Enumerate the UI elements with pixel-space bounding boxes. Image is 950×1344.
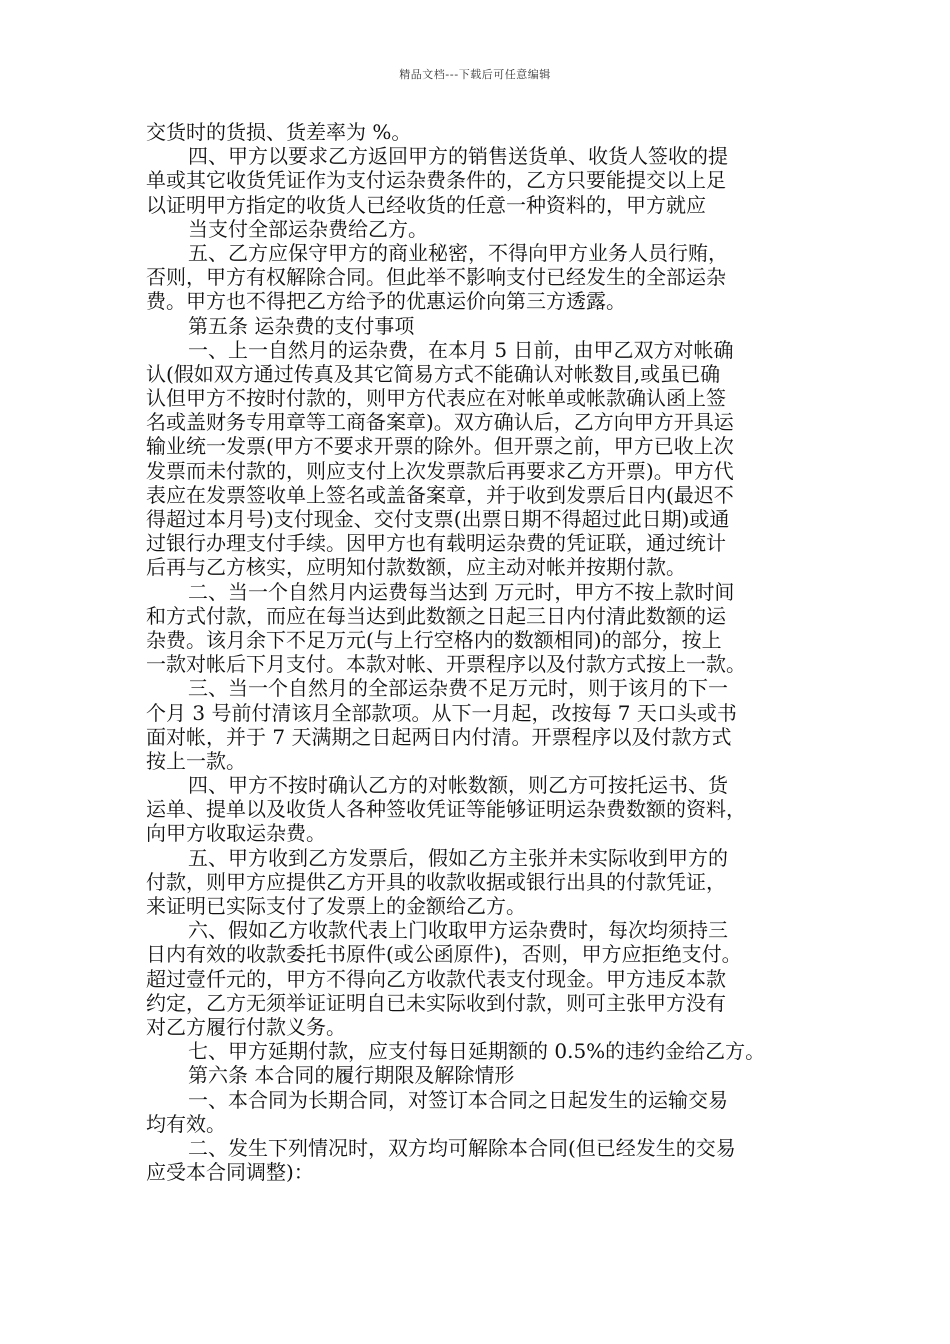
text-line: 付款，则甲方应提供乙方开具的收款收据或银行出具的付款凭证， (146, 869, 726, 894)
paragraph-start: 一、本合同为长期合同，对签订本合同之日起发生的运输交易 (188, 1087, 728, 1112)
text-line: 按上一款。 (146, 748, 246, 773)
paragraph-start: 二、当一个自然月内运费每当达到 万元时，甲方不按上款时间 (188, 579, 735, 604)
text-line: 一款对帐后下月支付。本款对帐、开票程序以及付款方式按上一款。 (146, 652, 746, 677)
text-line: 发票而未付款的，则应支付上次发票款后再要求乙方开票)。甲方代 (146, 458, 734, 483)
paragraph-start: 六、假如乙方收款代表上门收取甲方运杂费时，每次均须持三 (188, 918, 728, 943)
paragraph-start: 一、上一自然月的运杂费，在本月 5 日前，由甲乙双方对帐确 (188, 337, 734, 362)
paragraph-start: 五、乙方应保守甲方的商业秘密，不得向甲方业务人员行贿， (188, 240, 728, 265)
document-body (146, 120, 810, 1184)
text-line: 交货时的货损、货差率为 %。 (146, 120, 412, 144)
paragraph-start: 四、甲方不按时确认乙方的对帐数额，则乙方可按托运书、货 (188, 773, 728, 798)
text-line: 认(假如双方通过传真及其它简易方式不能确认对帐数目,或虽已确 (146, 361, 721, 386)
text-line: 均有效。 (146, 1111, 226, 1136)
text-line: 运单、提单以及收货人各种签收凭证等能够证明运杂费数额的资料， (146, 797, 746, 822)
text-line: 过银行办理支付手续。因甲方也有载明运杂费的凭证联，通过统计 (146, 531, 726, 556)
text-line: 对乙方履行付款义务。 (146, 1014, 346, 1039)
section-heading: 第五条 运杂费的支付事项 (188, 313, 415, 338)
text-line: 约定，乙方无须举证证明自已未实际收到付款，则可主张甲方没有 (146, 990, 726, 1015)
text-line: 表应在发票签收单上签名或盖备案章，并于收到发票后日内(最迟不 (146, 482, 734, 507)
text-line: 输业统一发票(甲方不要求开票的除外。但开票之前，甲方已收上次 (146, 434, 734, 459)
text-line: 名或盖财务专用章等工商备案章)。双方确认后，乙方向甲方开具运 (146, 410, 734, 435)
paragraph-start: 二、发生下列情况时，双方均可解除本合同(但已经发生的交易 (188, 1135, 736, 1160)
paragraph-start: 四、甲方以要求乙方返回甲方的销售送货单、收货人签收的提 (188, 144, 728, 169)
text-line: 当支付全部运杂费给乙方。 (188, 216, 428, 241)
text-line: 单或其它收货凭证作为支付运杂费条件的，乙方只要能提交以上足 (146, 168, 726, 193)
text-line: 超过壹仟元的，甲方不得向乙方收款代表支付现金。甲方违反本款 (146, 966, 726, 991)
paragraph-start: 五、甲方收到乙方发票后，假如乙方主张并未实际收到甲方的 (188, 845, 728, 870)
section-heading: 第六条 本合同的履行期限及解除情形 (188, 1063, 515, 1088)
text-line: 费。甲方也不得把乙方给予的优惠运价向第三方透露。 (146, 289, 626, 314)
text-line: 和方式付款，而应在每当达到此数额之日起三日内付清此数额的运 (146, 603, 726, 628)
text-line: 杂费。该月余下不足万元(与上行空格内的数额相同)的部分，按上 (146, 627, 722, 652)
text-line: 面对帐，并于 7 天满期之日起两日内付清。开票程序以及付款方式 (146, 724, 732, 749)
text-line: 应受本合同调整)： (146, 1160, 314, 1185)
text-line: 否则，甲方有权解除合同。但此举不影响支付已经发生的全部运杂 (146, 265, 726, 290)
text-line: 以证明甲方指定的收货人已经收货的任意一种资料的，甲方就应 (146, 192, 706, 217)
page-header: 精品文档---下载后可任意编辑 (399, 68, 551, 81)
text-line: 个月 3 号前付清该月全部款项。从下一月起，改按每 7 天口头或书 (146, 700, 737, 725)
text-line: 得超过本月号)支付现金、交付支票(出票日期不得超过此日期)或通 (146, 507, 730, 531)
paragraph-start: 七、甲方延期付款，应支付每日延期额的 0.5%的违约金给乙方。 (188, 1039, 766, 1064)
paragraph-start: 三、当一个自然月的全部运杂费不足万元时，则于该月的下一 (188, 676, 728, 701)
text-line: 后再与乙方核实，应明知付款数额，应主动对帐并按期付款。 (146, 555, 686, 580)
text-line: 向甲方收取运杂费。 (146, 821, 326, 846)
text-line: 日内有效的收款委托书原件(或公函原件)，否则，甲方应拒绝支付。 (146, 942, 742, 967)
text-line: 认但甲方不按时付款的，则甲方代表应在对帐单或帐款确认函上签 (146, 386, 726, 411)
text-line: 来证明已实际支付了发票上的金额给乙方。 (146, 894, 526, 918)
